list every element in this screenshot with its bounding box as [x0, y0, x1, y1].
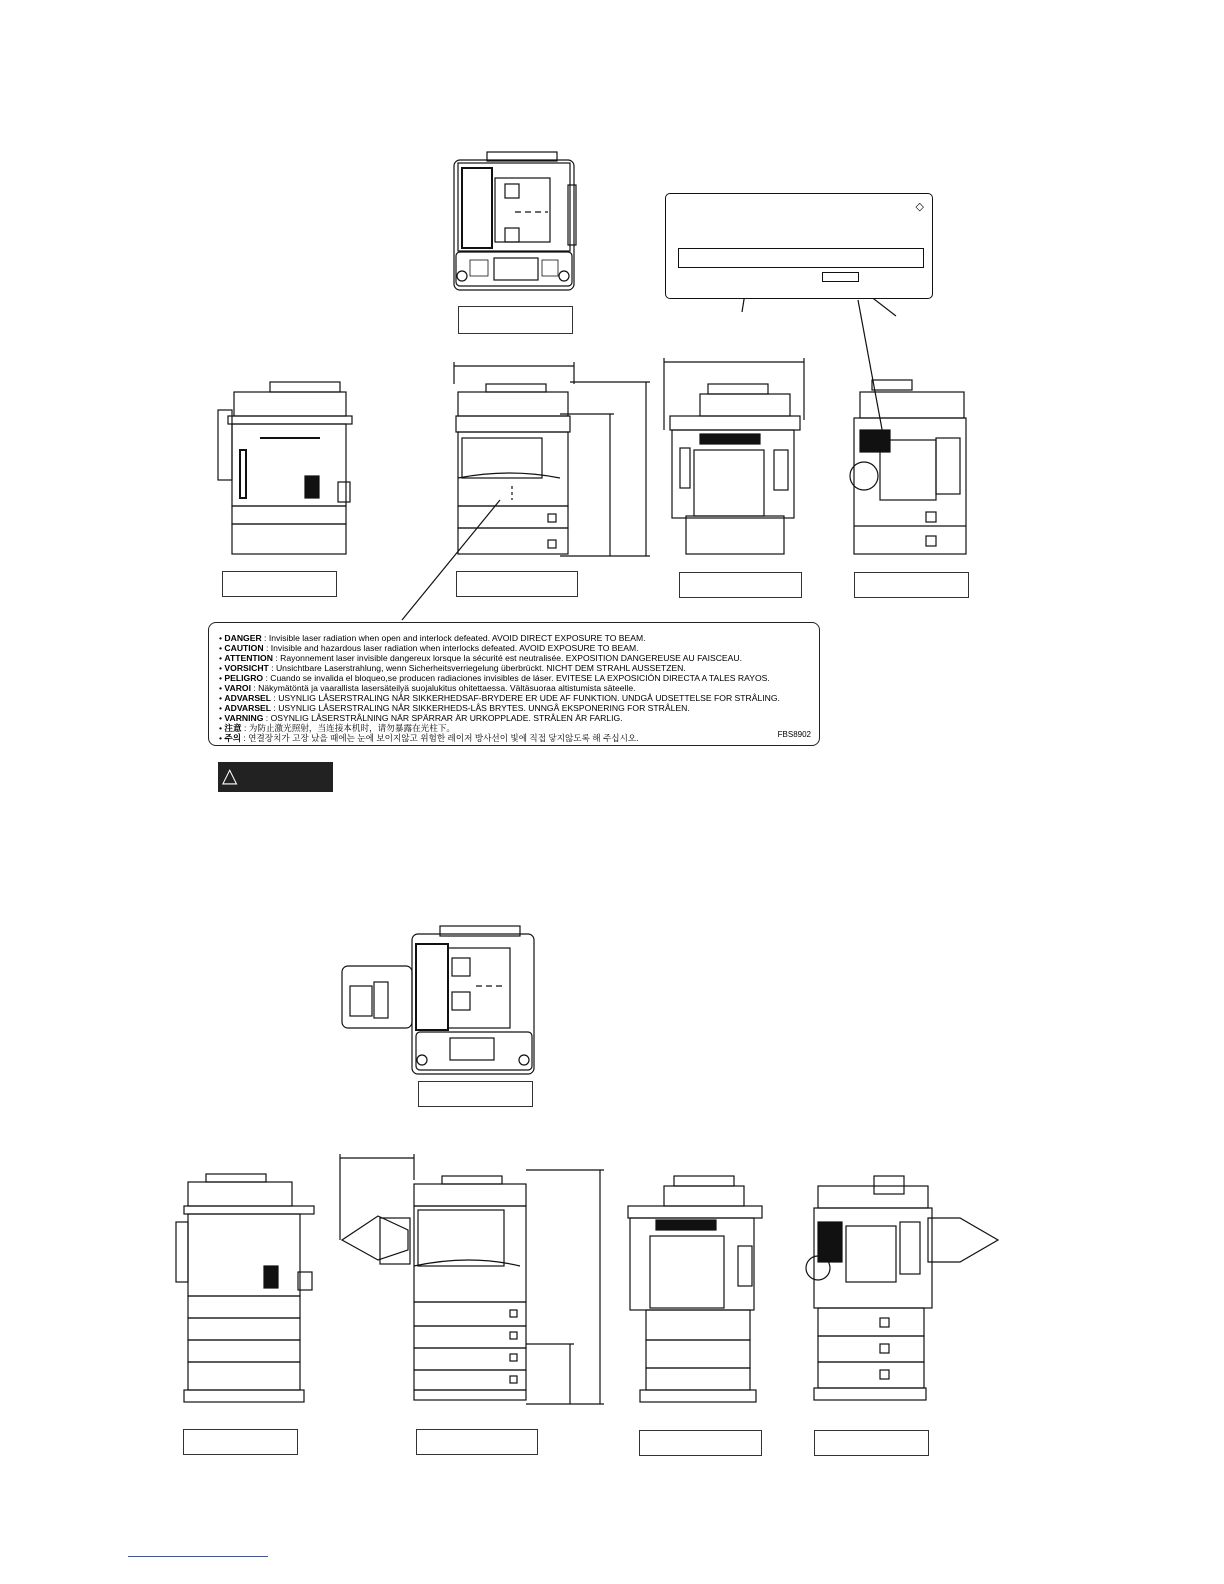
top-view-upper-drawing	[454, 152, 576, 290]
rear-view-upper-drawing	[664, 358, 804, 554]
right-view-upper-drawing	[850, 380, 966, 554]
laser-aperture-label	[665, 193, 933, 299]
warning-line: • ADVARSEL : USYNLIG LÅSERSTRALING NÅR SIKKERHEDS-LÅS BRYTES. UNNGÅ EKSPONERING FOR STRÅLEN.	[219, 703, 690, 713]
laser-warning-label	[208, 622, 820, 746]
warning-line: • ADVARSEL : USYNLIG LÅSERSTRALING NÅR SIKKERHEDSAF-BRYDERE ER UDE AF FUNKTION. UNDGÅ UDSETTELSE FOR STRÅLING.	[219, 693, 780, 703]
warning-line: • CAUTION : Invisible and hazardous laser radiation when interlocks defeated. AVOID EXPOSURE TO BEAM.	[219, 643, 639, 653]
caption-box-right-view-lower	[814, 1430, 929, 1456]
label-window	[822, 272, 859, 282]
caption-box-left-view-upper	[222, 571, 337, 597]
warning-line: • 注意 : 为防止激光照射，当连接本机时，请勿暴露在光柱下。	[219, 723, 456, 733]
warning-line: • VORSICHT : Unsichtbare Laserstrahlung, wenn Sicherheitsverriegelung überbrückt. NICHT DEM STRAHL AUSSETZEN.	[219, 663, 686, 673]
warning-line: • ATTENTION : Rayonnement laser invisible dangereux lorsque la sécurité est neutralisée. EXPOSITION DANGEREUSE AU FAISCEAU.	[219, 653, 742, 663]
caption-box-top-view-upper	[458, 306, 573, 334]
caption-box-rear-view-upper	[679, 572, 802, 598]
caption-box-right-view-upper	[854, 572, 969, 598]
warning-line: • PELIGRO : Cuando se invalida el bloqueo,se producen radiaciones invisibles de láser. EVITESE LA EXPOSICIÓN DIRECTA A TALES RAYOS.	[219, 673, 770, 683]
warning-line: • DANGER : Invisible laser radiation when open and interlock defeated. AVOID DIRECT EXPOSURE TO BEAM.	[219, 633, 646, 643]
warning-line: • VAROI : Näkymätöntä ja vaarallista lasersäteilyä suojalukitus ohitettaessa. Vältäsuoraa altistumista säteelle.	[219, 683, 636, 693]
caption-box-top-view-lower	[418, 1081, 533, 1107]
caution-badge	[218, 762, 333, 792]
warning-line: • 주의 : 연결장치가 고장 났을 때에는 눈에 보이지않고 위험한 레이저 방사선이 빛에 직접 닿지않도록 해 주십시오.	[219, 733, 639, 743]
front-view-lower-drawing	[340, 1154, 604, 1404]
warning-label-code: FBS8902	[777, 730, 811, 739]
front-view-upper-drawing	[454, 362, 650, 556]
right-view-lower-drawing	[806, 1176, 998, 1400]
caption-box-left-view-lower	[183, 1429, 298, 1455]
left-view-upper-drawing	[218, 382, 352, 554]
caption-box-front-view-lower	[416, 1429, 538, 1455]
caption-box-rear-view-lower	[639, 1430, 762, 1456]
label-mark-icon: ◇	[915, 201, 924, 213]
warning-triangle-icon: △	[222, 765, 238, 787]
footer-link-underline[interactable]	[128, 1556, 268, 1557]
rear-view-lower-drawing	[628, 1176, 762, 1402]
label-strip	[678, 248, 924, 268]
top-view-lower-drawing	[342, 926, 534, 1074]
caption-box-front-view-upper	[456, 571, 578, 597]
left-view-lower-drawing	[176, 1174, 314, 1402]
warning-line: • VARNING : OSYNLIG LÅSERSTRÅLNING NÄR SPÄRRAR ÄR URKOPPLADE. STRÅLEN ÄR FARLIG.	[219, 713, 623, 723]
